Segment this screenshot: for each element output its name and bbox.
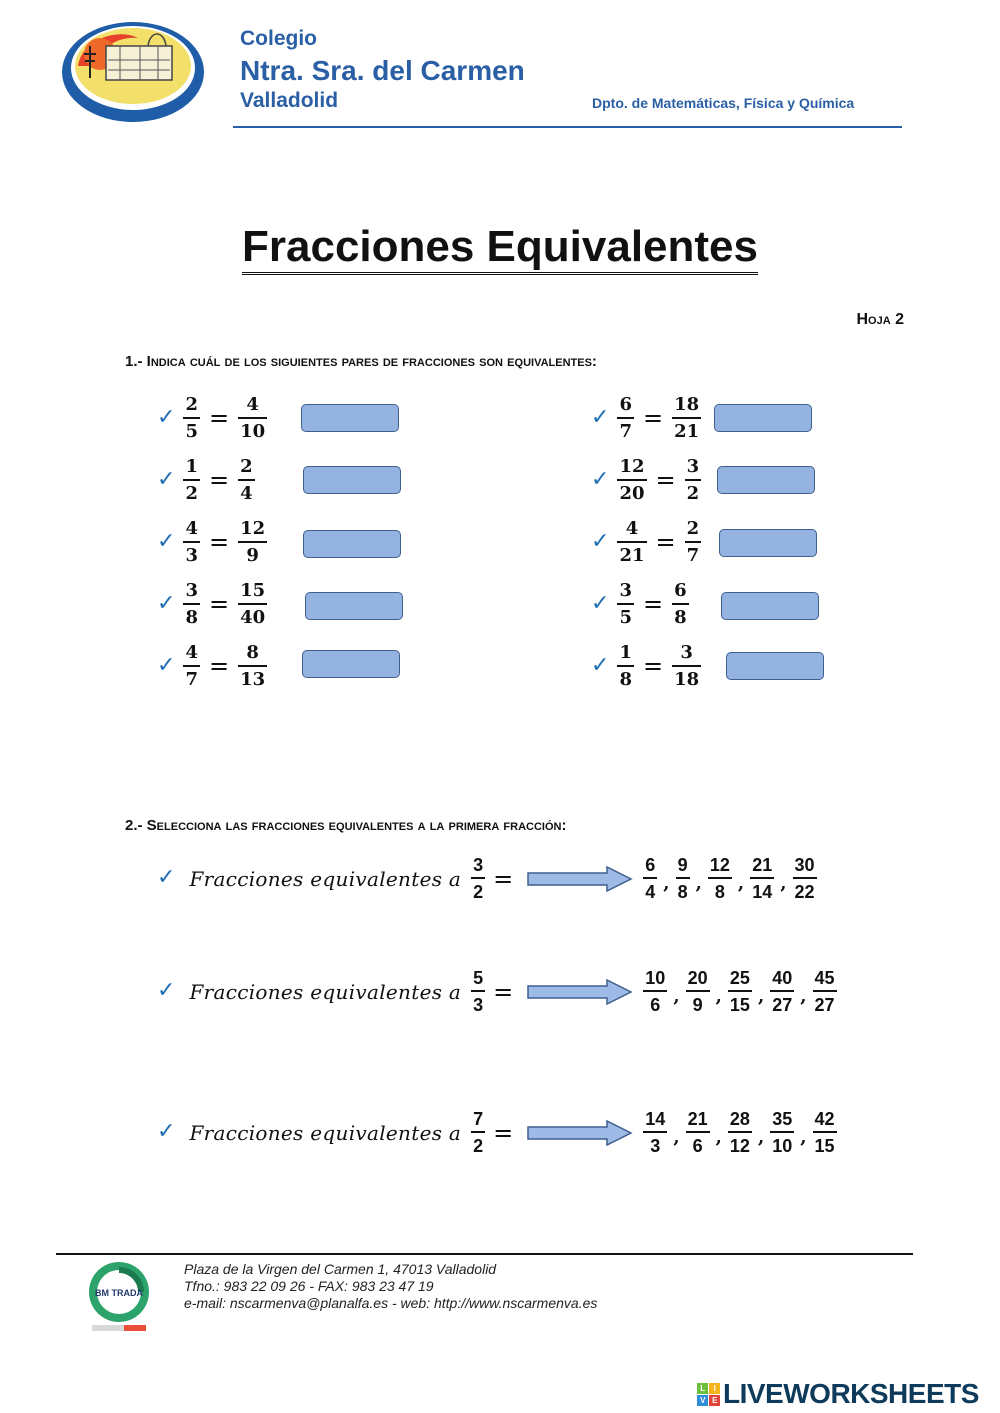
answer-box-5-right[interactable] xyxy=(726,652,824,680)
denominator: 40 xyxy=(240,606,266,628)
denominator: 21 xyxy=(619,544,645,566)
school-name-line1: Colegio xyxy=(240,27,317,50)
fraction-pair-right-3 xyxy=(591,515,701,569)
option-fraction-5[interactable] xyxy=(793,856,817,901)
numerator: 6 xyxy=(619,393,632,415)
numerator: 1 xyxy=(619,641,632,663)
denominator: 5 xyxy=(619,606,632,628)
numerator: 4 xyxy=(246,393,259,415)
liveworksheets-icon: L I V E xyxy=(697,1383,720,1406)
numerator: 21 xyxy=(687,1109,708,1129)
header-divider xyxy=(233,126,902,128)
option-fraction-4[interactable] xyxy=(770,1110,794,1155)
equals-sign: = xyxy=(655,528,676,556)
denominator: 3 xyxy=(185,544,198,566)
option-fraction-1[interactable] xyxy=(643,856,657,901)
checkmark-icon: ✓ xyxy=(157,1118,176,1143)
denominator: 7 xyxy=(686,544,700,566)
option-fraction-1[interactable] xyxy=(643,969,667,1014)
comma-separator: , xyxy=(800,1127,807,1148)
answer-box-4-right[interactable] xyxy=(721,592,819,620)
fraction-left xyxy=(617,455,646,504)
option-fraction-1[interactable] xyxy=(643,1110,667,1155)
arrow-right-icon xyxy=(527,866,633,892)
fraction-pair-left-3 xyxy=(157,515,267,569)
denominator: 9 xyxy=(692,995,703,1015)
numerator: 45 xyxy=(814,968,835,988)
answer-box-5-left[interactable] xyxy=(302,650,400,678)
school-name-line2: Ntra. Sra. del Carmen xyxy=(240,55,525,86)
fraction-right xyxy=(672,579,689,628)
fraction-right xyxy=(238,641,267,690)
footer-email: e-mail: nscarmenva@planalfa.es - web: http://www.nscarmenva.es xyxy=(184,1295,598,1311)
option-fraction-3[interactable] xyxy=(728,969,752,1014)
answer-box-4-left[interactable] xyxy=(305,592,403,620)
denominator: 3 xyxy=(473,995,484,1015)
badge-text: BM TRADA xyxy=(95,1288,143,1298)
denominator: 2 xyxy=(473,882,484,902)
option-fraction-5[interactable] xyxy=(813,1110,837,1155)
denominator: 2 xyxy=(185,482,198,504)
equivalence-label: Fracciones equivalentes a xyxy=(189,979,462,1004)
numerator: 28 xyxy=(729,1109,750,1129)
footer-phone: Tfno.: 983 22 09 26 - FAX: 983 23 47 19 xyxy=(184,1278,434,1294)
page-title xyxy=(0,222,1000,272)
denominator: 20 xyxy=(619,482,645,504)
numerator: 25 xyxy=(729,968,750,988)
fraction-left xyxy=(617,579,634,628)
answer-box-3-left[interactable] xyxy=(303,530,401,558)
sheet-number: Hoja 2 xyxy=(856,311,904,328)
checkmark-icon: ✓ xyxy=(591,591,610,616)
fraction-left xyxy=(617,641,634,690)
equals-sign: = xyxy=(208,590,230,618)
numerator: 12 xyxy=(709,855,730,875)
certification-badge xyxy=(86,1259,152,1333)
arrow-right-icon xyxy=(527,979,633,1005)
numerator: 14 xyxy=(645,1109,666,1129)
numerator: 3 xyxy=(680,641,693,663)
numerator: 4 xyxy=(185,641,198,663)
denominator: 14 xyxy=(752,882,773,902)
option-fraction-4[interactable] xyxy=(750,856,774,901)
numerator: 2 xyxy=(686,517,700,539)
page-title-text: Fracciones Equivalentes xyxy=(242,222,758,275)
equals-sign: = xyxy=(642,590,664,618)
checkmark-icon: ✓ xyxy=(157,977,176,1002)
checkmark-icon: ✓ xyxy=(591,653,610,678)
checkmark-icon: ✓ xyxy=(591,405,610,430)
denominator: 15 xyxy=(814,1136,835,1156)
fraction-pair-left-1 xyxy=(157,391,267,445)
exercise1-instruction: 1.- Indica cuál de los siguientes pares de fracciones son equivalentes: xyxy=(125,353,597,370)
denominator: 8 xyxy=(619,668,632,690)
equivalence-row-2 xyxy=(157,969,837,1014)
numerator: 3 xyxy=(619,579,632,601)
fraction-pair-right-2 xyxy=(591,453,701,507)
numerator: 9 xyxy=(677,855,688,875)
equals-sign: = xyxy=(493,977,514,1006)
numerator: 35 xyxy=(772,1109,793,1129)
denominator: 27 xyxy=(772,995,793,1015)
answer-box-1-right[interactable] xyxy=(714,404,812,432)
numerator: 5 xyxy=(473,968,484,988)
answer-box-2-left[interactable] xyxy=(303,466,401,494)
numerator: 12 xyxy=(619,455,645,477)
fraction-right xyxy=(238,455,255,504)
denominator: 4 xyxy=(645,882,656,902)
numerator: 3 xyxy=(686,455,700,477)
school-logo xyxy=(60,20,206,124)
equivalence-row-3 xyxy=(157,1110,837,1155)
base-fraction xyxy=(471,969,485,1014)
footer-address: Plaza de la Virgen del Carmen 1, 47013 Valladolid xyxy=(184,1261,497,1277)
denominator: 4 xyxy=(240,482,253,504)
equals-sign: = xyxy=(493,864,514,893)
denominator: 8 xyxy=(185,606,198,628)
comma-separator: , xyxy=(757,1127,765,1148)
liveworksheets-wordmark: LIVEWORKSHEETS xyxy=(723,1378,979,1409)
department-label: Dpto. de Matemáticas, Física y Química xyxy=(592,95,855,111)
fraction-left xyxy=(183,579,200,628)
checkmark-icon: ✓ xyxy=(157,591,176,616)
denominator: 21 xyxy=(674,420,700,442)
option-fraction-5[interactable] xyxy=(813,969,837,1014)
denominator: 22 xyxy=(794,882,815,902)
checkmark-icon: ✓ xyxy=(591,467,610,492)
equivalence-label: Fracciones equivalentes a xyxy=(189,866,462,891)
comma-separator: , xyxy=(780,873,787,894)
exercise2-instruction: 2.- Selecciona las fracciones equivalentes a la primera fracción: xyxy=(125,817,567,834)
numerator: 4 xyxy=(625,517,639,539)
base-fraction xyxy=(471,856,485,901)
checkmark-icon: ✓ xyxy=(157,467,176,492)
numerator: 18 xyxy=(674,393,700,415)
denominator: 2 xyxy=(473,1136,484,1156)
fraction-pair-left-2 xyxy=(157,453,255,507)
equals-sign: = xyxy=(208,404,230,432)
option-fraction-4[interactable] xyxy=(770,969,794,1014)
fraction-left xyxy=(183,455,200,504)
denominator: 13 xyxy=(240,668,266,690)
numerator: 15 xyxy=(240,579,266,601)
fraction-left xyxy=(183,393,200,442)
denominator: 5 xyxy=(185,420,198,442)
numerator: 6 xyxy=(674,579,687,601)
comma-separator: , xyxy=(673,986,680,1007)
numerator: 7 xyxy=(473,1109,484,1129)
numerator: 2 xyxy=(185,393,198,415)
checkmark-icon: ✓ xyxy=(157,529,176,554)
equals-sign: = xyxy=(642,404,664,432)
denominator: 10 xyxy=(240,420,266,442)
numerator: 30 xyxy=(794,855,815,875)
liveworksheets-brand xyxy=(697,1378,979,1410)
fraction-right xyxy=(238,517,267,566)
fraction-pair-left-4 xyxy=(157,577,267,631)
comma-separator: , xyxy=(737,873,745,894)
fraction-left xyxy=(183,517,200,566)
numerator: 2 xyxy=(240,455,253,477)
fraction-right xyxy=(672,393,701,442)
denominator: 8 xyxy=(674,606,687,628)
option-fraction-3[interactable] xyxy=(708,856,732,901)
denominator: 6 xyxy=(692,1136,703,1156)
fraction-pair-right-5 xyxy=(591,639,701,693)
fraction-right xyxy=(685,517,702,566)
equals-sign: = xyxy=(493,1118,514,1147)
comma-separator: , xyxy=(757,986,765,1007)
equals-sign: = xyxy=(642,652,664,680)
fraction-right xyxy=(238,393,267,442)
comma-separator: , xyxy=(695,873,702,894)
numerator: 10 xyxy=(645,968,666,988)
checkmark-icon: ✓ xyxy=(157,653,176,678)
fraction-right xyxy=(685,455,702,504)
numerator: 21 xyxy=(752,855,773,875)
fraction-right xyxy=(238,579,267,628)
fraction-pair-right-4 xyxy=(591,577,689,631)
numerator: 42 xyxy=(814,1109,835,1129)
fraction-left xyxy=(617,517,646,566)
denominator: 18 xyxy=(674,668,700,690)
numerator: 40 xyxy=(772,968,793,988)
comma-separator: , xyxy=(663,873,670,894)
checkmark-icon: ✓ xyxy=(157,405,176,430)
denominator: 9 xyxy=(246,544,259,566)
denominator: 10 xyxy=(772,1136,793,1156)
numerator: 8 xyxy=(246,641,259,663)
option-fraction-2[interactable] xyxy=(676,856,690,901)
fraction-left xyxy=(183,641,200,690)
comma-separator: , xyxy=(673,1127,680,1148)
denominator: 6 xyxy=(650,995,661,1015)
denominator: 3 xyxy=(650,1136,661,1156)
denominator: 12 xyxy=(729,1136,750,1156)
numerator: 4 xyxy=(185,517,198,539)
fraction-pair-left-5 xyxy=(157,639,267,693)
equivalence-label: Fracciones equivalentes a xyxy=(189,1120,462,1145)
numerator: 1 xyxy=(185,455,198,477)
numerator: 12 xyxy=(240,517,266,539)
comma-separator: , xyxy=(800,986,807,1007)
denominator: 2 xyxy=(686,482,700,504)
fraction-right xyxy=(672,641,701,690)
option-fraction-3[interactable] xyxy=(728,1110,752,1155)
answer-box-2-right[interactable] xyxy=(717,466,815,494)
equivalence-row-1 xyxy=(157,856,817,901)
denominator: 7 xyxy=(185,668,198,690)
equals-sign: = xyxy=(208,466,230,494)
answer-box-1-left[interactable] xyxy=(301,404,399,432)
equals-sign: = xyxy=(655,466,676,494)
checkmark-icon: ✓ xyxy=(157,864,176,889)
base-fraction xyxy=(471,1110,485,1155)
option-fraction-2[interactable] xyxy=(686,1110,710,1155)
school-name-line3: Valladolid xyxy=(240,89,339,112)
denominator: 27 xyxy=(814,995,835,1015)
denominator: 8 xyxy=(677,882,688,902)
denominator: 7 xyxy=(619,420,632,442)
arrow-right-icon xyxy=(527,1120,633,1146)
footer-divider xyxy=(56,1253,913,1255)
denominator: 15 xyxy=(729,995,750,1015)
comma-separator: , xyxy=(715,986,722,1007)
comma-separator: , xyxy=(715,1127,722,1148)
numerator: 6 xyxy=(645,855,656,875)
numerator: 20 xyxy=(687,968,708,988)
answer-box-3-right[interactable] xyxy=(719,529,817,557)
numerator: 3 xyxy=(185,579,198,601)
fraction-left xyxy=(617,393,634,442)
denominator: 8 xyxy=(714,882,725,902)
numerator: 3 xyxy=(473,855,484,875)
option-fraction-2[interactable] xyxy=(686,969,710,1014)
checkmark-icon: ✓ xyxy=(591,529,610,554)
equals-sign: = xyxy=(208,528,230,556)
equals-sign: = xyxy=(208,652,230,680)
fraction-pair-right-1 xyxy=(591,391,701,445)
